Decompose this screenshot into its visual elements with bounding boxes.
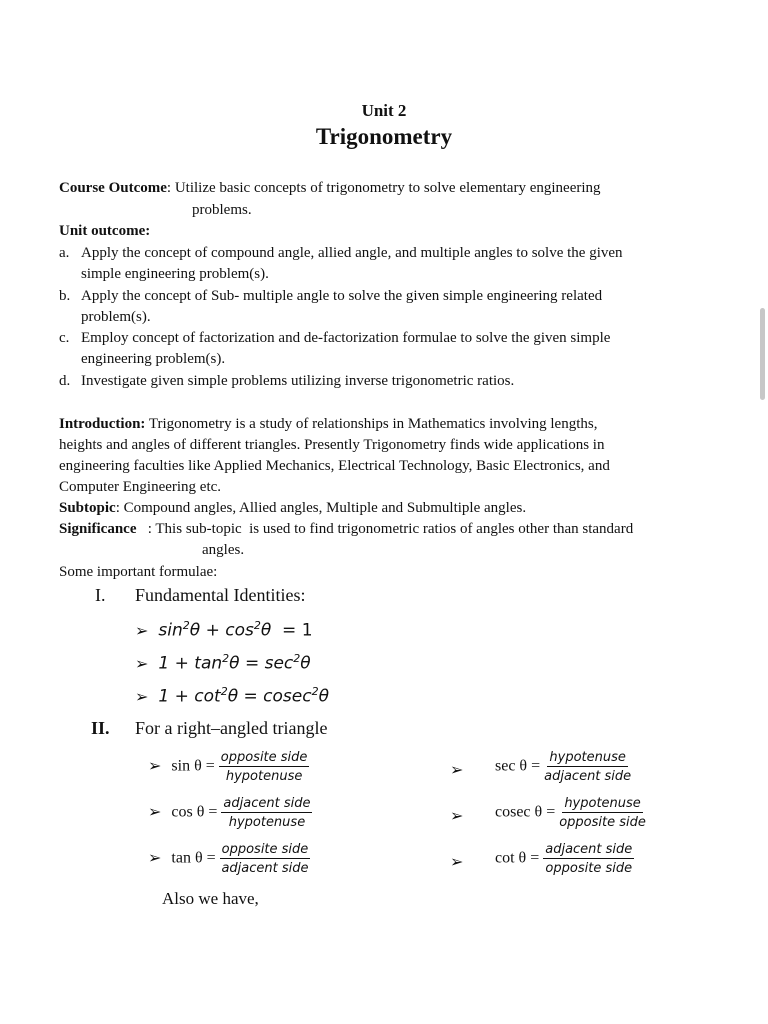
section-numeral: I. (95, 585, 106, 605)
significance-text: : This sub-topic is used to find trigonometric ratios of angles other than standard (136, 521, 634, 537)
introduction-line2: heights and angles of different triangles. Presently Trigonometry finds wide applications in (59, 437, 605, 453)
ratio-tan (148, 842, 310, 876)
ratio-function: tan θ = (171, 849, 216, 867)
bullet-arrow-icon: ➢ (135, 620, 149, 640)
bullet-arrow-icon: ➢ (450, 808, 464, 825)
course-outcome-label: Course Outcome (59, 180, 167, 196)
formulae-intro: Some important formulae: (59, 564, 218, 580)
fraction (543, 842, 634, 876)
ratio-function: sec θ = (495, 757, 541, 775)
item-line2: simple engineering problem(s). (81, 266, 269, 282)
unit-label: Unit 2 (361, 101, 407, 120)
item-line1: Apply the concept of Sub- multiple angle to solve the given simple engineering related (81, 288, 603, 304)
denominator: opposite side (559, 815, 646, 830)
exponent: 2 (253, 619, 261, 632)
identity-op: + (200, 620, 226, 641)
item-line1: Investigate given simple problems utilizing inverse trigonometric ratios. (81, 373, 515, 389)
unit-outcome-label: Unit outcome: (59, 223, 151, 239)
identity-lhs-b: cos (225, 620, 254, 641)
fraction (221, 796, 312, 830)
identity-var: θ (300, 653, 311, 674)
section-heading: For a right–angled triangle (135, 718, 328, 738)
course-outcome-line1 (59, 178, 601, 199)
course-outcome-text: : Utilize basic concepts of trigonometry to solve elementary engineering (166, 180, 601, 196)
identity-rhs: cosec (263, 686, 312, 707)
numerator: opposite side (221, 842, 309, 857)
identity-lhs-a: 1 + cot (158, 686, 221, 707)
denominator: hypotenuse (225, 769, 303, 784)
bullet-arrow-icon: ➢ (450, 762, 464, 779)
significance-line2: angles. (202, 542, 245, 558)
item-letter: b. (59, 288, 71, 304)
identity-var: θ (189, 620, 201, 641)
identity-lhs-a: sin (158, 620, 183, 641)
identity-rhs: sec (264, 653, 294, 674)
identity-var: θ (260, 620, 272, 641)
introduction-line1 (59, 414, 727, 435)
identity-equals: = 1 (271, 620, 313, 641)
fraction (559, 796, 646, 830)
also-we-have: Also we have, (162, 889, 259, 908)
ratio-function: sin θ = (171, 757, 215, 775)
item-line2: problem(s). (81, 309, 151, 325)
bullet-arrow-icon: ➢ (148, 803, 162, 821)
numerator: adjacent side (223, 796, 311, 811)
ratio-function: cosec θ = (495, 803, 556, 821)
identity-row (135, 685, 329, 707)
fraction (220, 842, 311, 876)
section-numeral: II. (91, 718, 110, 738)
identity-var: θ (227, 686, 239, 707)
ratio-cosec (495, 796, 646, 830)
item-letter: a. (59, 245, 70, 261)
item-line2: engineering problem(s). (81, 351, 226, 367)
section-heading: Fundamental Identities: (135, 585, 306, 605)
identity-var: θ (318, 686, 329, 707)
identity-lhs-a: 1 + tan (158, 653, 223, 674)
introduction-label: Introduction: (59, 416, 146, 432)
exponent: 2 (182, 619, 190, 632)
introduction-line4: Computer Engineering etc. (59, 479, 222, 495)
fraction (219, 750, 310, 784)
identity-row (135, 619, 313, 641)
identity-var: θ (229, 653, 240, 674)
unit-outcome-item (59, 328, 610, 349)
item-line1: Employ concept of factorization and de-factorization formulae to solve the given simple (81, 330, 611, 346)
denominator: opposite side (545, 861, 633, 876)
denominator: adjacent side (221, 861, 309, 876)
exponent: 2 (311, 685, 319, 698)
introduction-text: Trigonometry is a study of relationships in Mathematics involving lengths, (145, 416, 598, 432)
identity-equals: = (238, 686, 264, 707)
item-line1: Apply the concept of compound angle, allied angle, and multiple angles to solve the given (81, 245, 623, 261)
ratio-cot (495, 842, 634, 876)
ratio-function: cos θ = (171, 803, 218, 821)
significance-label: Significance (59, 521, 137, 537)
vertical-scrollbar[interactable] (760, 308, 765, 400)
significance-line1 (59, 519, 633, 540)
unit-outcome-item (59, 243, 623, 264)
unit-outcome-item (59, 286, 602, 307)
exponent: 2 (220, 685, 228, 698)
numerator: hypotenuse (564, 796, 641, 811)
bullet-arrow-icon: ➢ (148, 757, 162, 775)
bullet-arrow-icon: ➢ (450, 854, 464, 871)
denominator: adjacent side (544, 769, 632, 784)
subtopic-line (59, 498, 526, 519)
bullet-arrow-icon: ➢ (148, 849, 162, 867)
introduction-line3: engineering faculties like Applied Mechanics, Electrical Technology, Basic Electronics, and (59, 458, 610, 474)
page-title: Trigonometry (315, 124, 453, 149)
numerator: hypotenuse (549, 750, 626, 765)
ratio-sin (148, 750, 309, 784)
numerator: opposite side (220, 750, 308, 765)
denominator: hypotenuse (228, 815, 306, 830)
bullet-arrow-icon: ➢ (135, 653, 149, 673)
exponent: 2 (293, 652, 301, 665)
unit-outcome-item (59, 371, 514, 392)
bullet-arrow-icon: ➢ (135, 686, 149, 706)
exponent: 2 (222, 652, 230, 665)
item-letter: d. (59, 373, 71, 389)
fraction (544, 750, 631, 784)
subtopic-label: Subtopic (59, 500, 116, 516)
identity-row (135, 652, 311, 674)
identity-equals: = (239, 653, 265, 674)
course-outcome-line2: problems. (192, 202, 252, 218)
item-letter: c. (59, 330, 70, 346)
numerator: adjacent side (545, 842, 633, 857)
ratio-function: cot θ = (495, 849, 540, 867)
ratio-cos (148, 796, 312, 830)
subtopic-text: : Compound angles, Allied angles, Multiple and Submultiple angles. (115, 500, 527, 516)
ratio-sec (495, 750, 631, 784)
